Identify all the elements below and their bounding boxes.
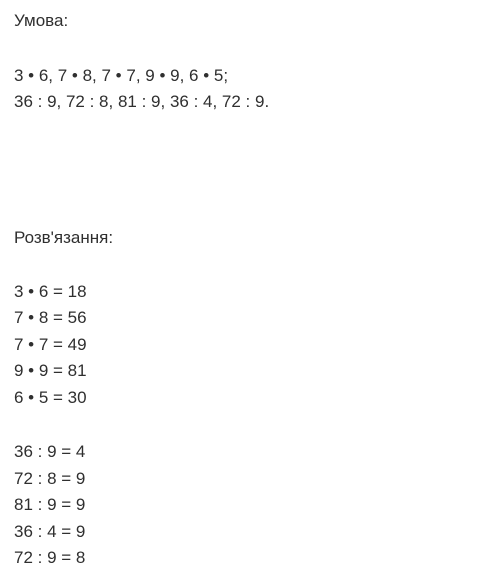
condition-line-1: 3 • 6, 7 • 8, 7 • 7, 9 • 9, 6 • 5; — [14, 66, 229, 85]
condition-heading: Умова: — [14, 11, 69, 30]
equation-line: 36 : 4 = 9 — [14, 522, 86, 541]
equation-line: 3 • 6 = 18 — [14, 282, 87, 301]
equation-line: 72 : 8 = 9 — [14, 469, 86, 488]
equation-line: 6 • 5 = 30 — [14, 388, 87, 407]
equation-line: 72 : 9 = 8 — [14, 548, 86, 567]
equation-line: 81 : 9 = 9 — [14, 495, 86, 514]
condition-line-2: 36 : 9, 72 : 8, 81 : 9, 36 : 4, 72 : 9. — [14, 92, 270, 111]
solution-heading: Розв'язання: — [14, 228, 114, 247]
equation-line: 7 • 7 = 49 — [14, 335, 87, 354]
equation-line: 9 • 9 = 81 — [14, 361, 87, 380]
equation-line: 36 : 9 = 4 — [14, 442, 86, 461]
equation-line: 7 • 8 = 56 — [14, 308, 87, 327]
